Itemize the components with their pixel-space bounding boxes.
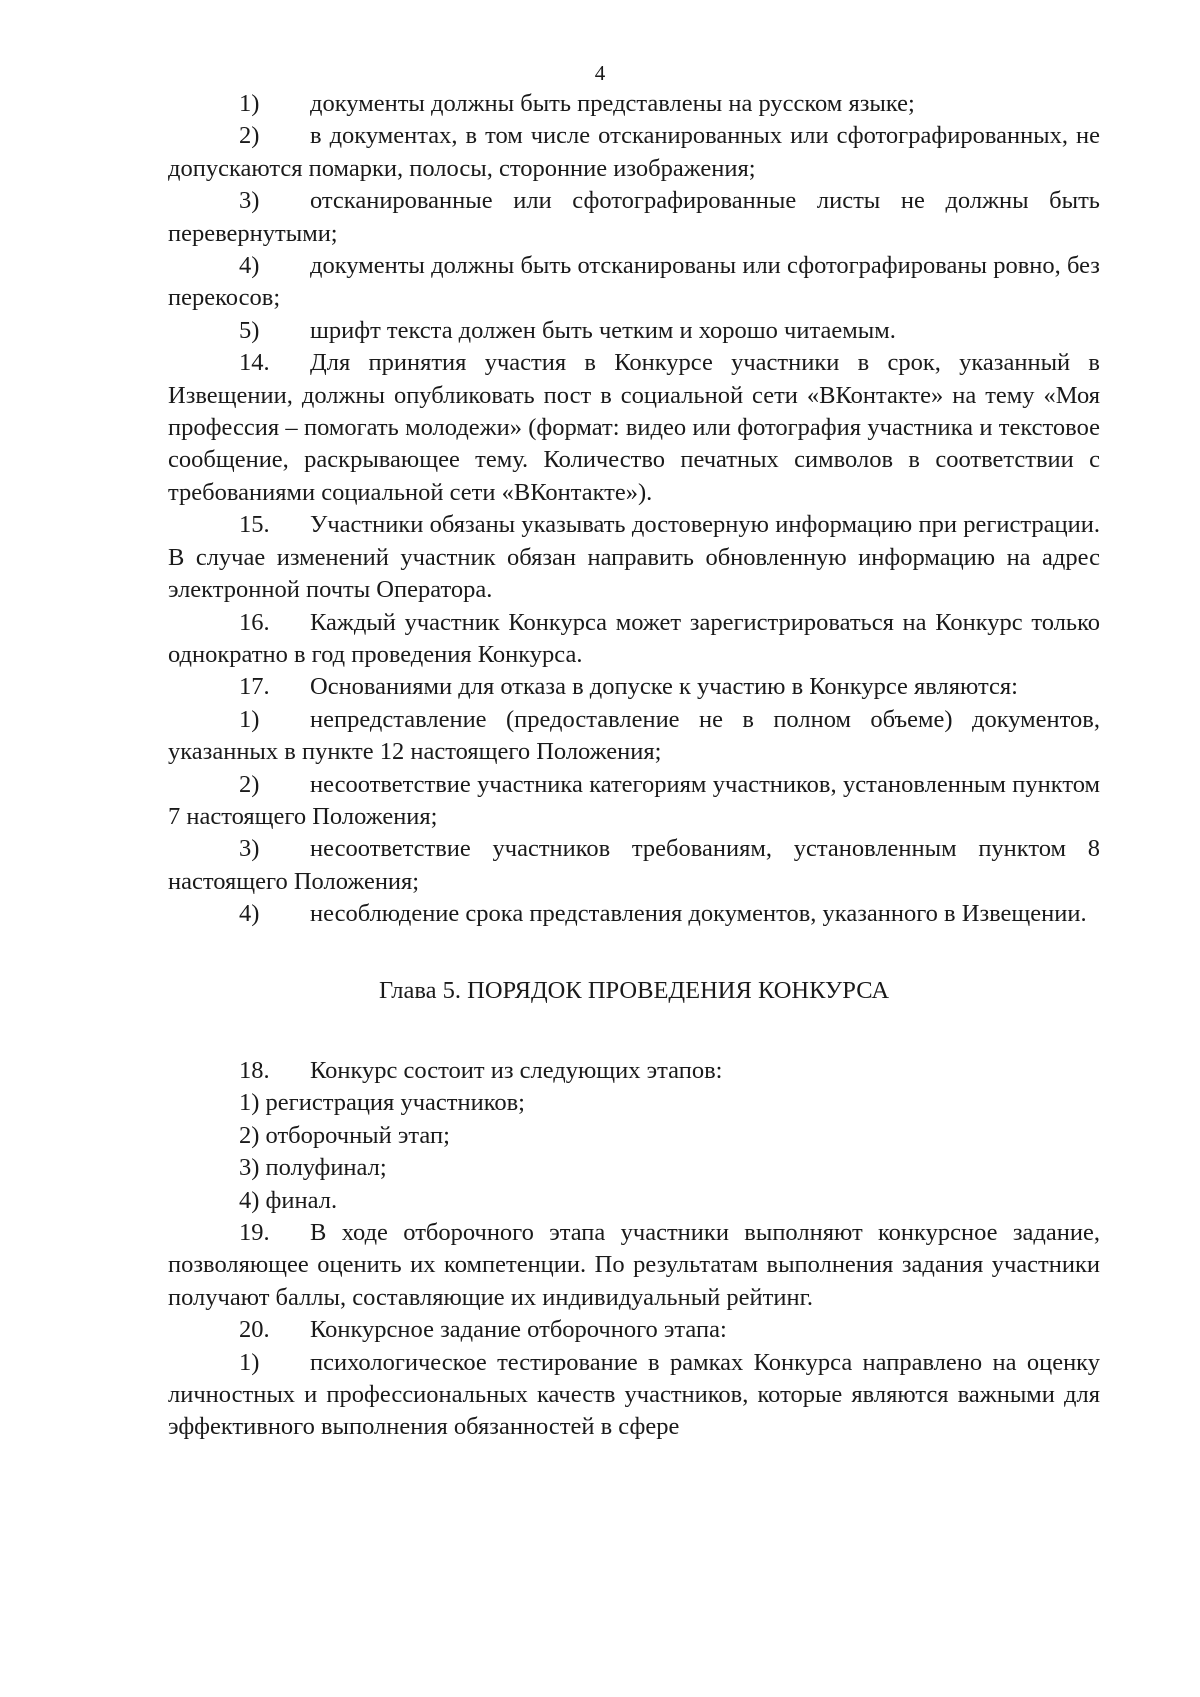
stage-item: 4) финал.	[239, 1186, 338, 1214]
list-item: 4) несоблюдение срока представления документов, указанного в Извещении.	[239, 900, 1087, 928]
clause-paragraph: 18. Конкурс состоит из следующих этапов:	[239, 1056, 723, 1084]
clause-paragraph: 20. Конкурсное задание отборочного этапа:	[239, 1316, 727, 1344]
stage-item: 1) регистрация участников;	[239, 1089, 525, 1117]
clause-paragraph: 19. В ходе отборочного этапа участники выполняют конкурсное задание, позволяющее оценить их компетенции. По результатам выполнения задания участники получают баллы, составляющие их индивидуальный рейтинг.	[168, 1219, 1100, 1311]
list-item: 2) несоответствие участника категориям участников, установленным пунктом 7 настоящего Положения;	[168, 770, 1100, 830]
chapter-heading: Глава 5. ПОРЯДОК ПРОВЕДЕНИЯ КОНКУРСА	[378, 976, 890, 1004]
list-item: 1) психологическое тестирование в рамках Конкурса направлено на оценку личностных и профессиональных качеств участников, которые являются важными для эффективного выполнения обязанностей в сфере	[168, 1348, 1100, 1441]
clause-paragraph: 14. Для принятия участия в Конкурсе участники в срок, указанный в Извещении, должны опубликовать пост в социальной сети «ВКонтакте» на тему «Моя профессия – помогать молодежи» (формат: видео или фотография участника и текстовое сообщение, раскрывающее тему. Количество печатных символов в соответствии с требованиями социальной сети «ВКонтакте»).	[168, 349, 1100, 506]
list-item: 1) непредставление (предоставление не в полном объеме) документов, указанных в пункте 12 настоящего Положения;	[168, 705, 1100, 766]
list-item: 3) отсканированные или сфотографированные листы не должны быть перевернутыми;	[168, 187, 1100, 247]
stage-item: 3) полуфинал;	[239, 1154, 387, 1182]
list-item: 3) несоответствие участников требованиям, установленным пунктом 8 настоящего Положения;	[168, 835, 1100, 895]
stage-item: 2) отборочный этап;	[239, 1121, 450, 1149]
list-item: 4) документы должны быть отсканированы или сфотографированы ровно, без перекосов;	[168, 252, 1100, 312]
clause-paragraph: 17. Основаниями для отказа в допуске к участию в Конкурсе являются:	[239, 673, 1018, 701]
list-item: 2) в документах, в том числе отсканированных или сфотографированных, не допускаются помарки, полосы, сторонние изображения;	[168, 122, 1100, 182]
list-item: 5) шрифт текста должен быть четким и хорошо читаемым.	[239, 316, 896, 344]
document-body	[168, 88, 1100, 1444]
list-item: 1) документы должны быть представлены на русском языке;	[239, 90, 915, 117]
clause-paragraph: 16. Каждый участник Конкурса может зарегистрироваться на Конкурс только однократно в год проведения Конкурса.	[168, 608, 1100, 668]
clause-paragraph: 15. Участники обязаны указывать достоверную информацию при регистрации. В случае изменений участник обязан направить обновленную информацию на адрес электронной почты Оператора.	[168, 511, 1100, 604]
page-number: 4	[594, 61, 606, 85]
